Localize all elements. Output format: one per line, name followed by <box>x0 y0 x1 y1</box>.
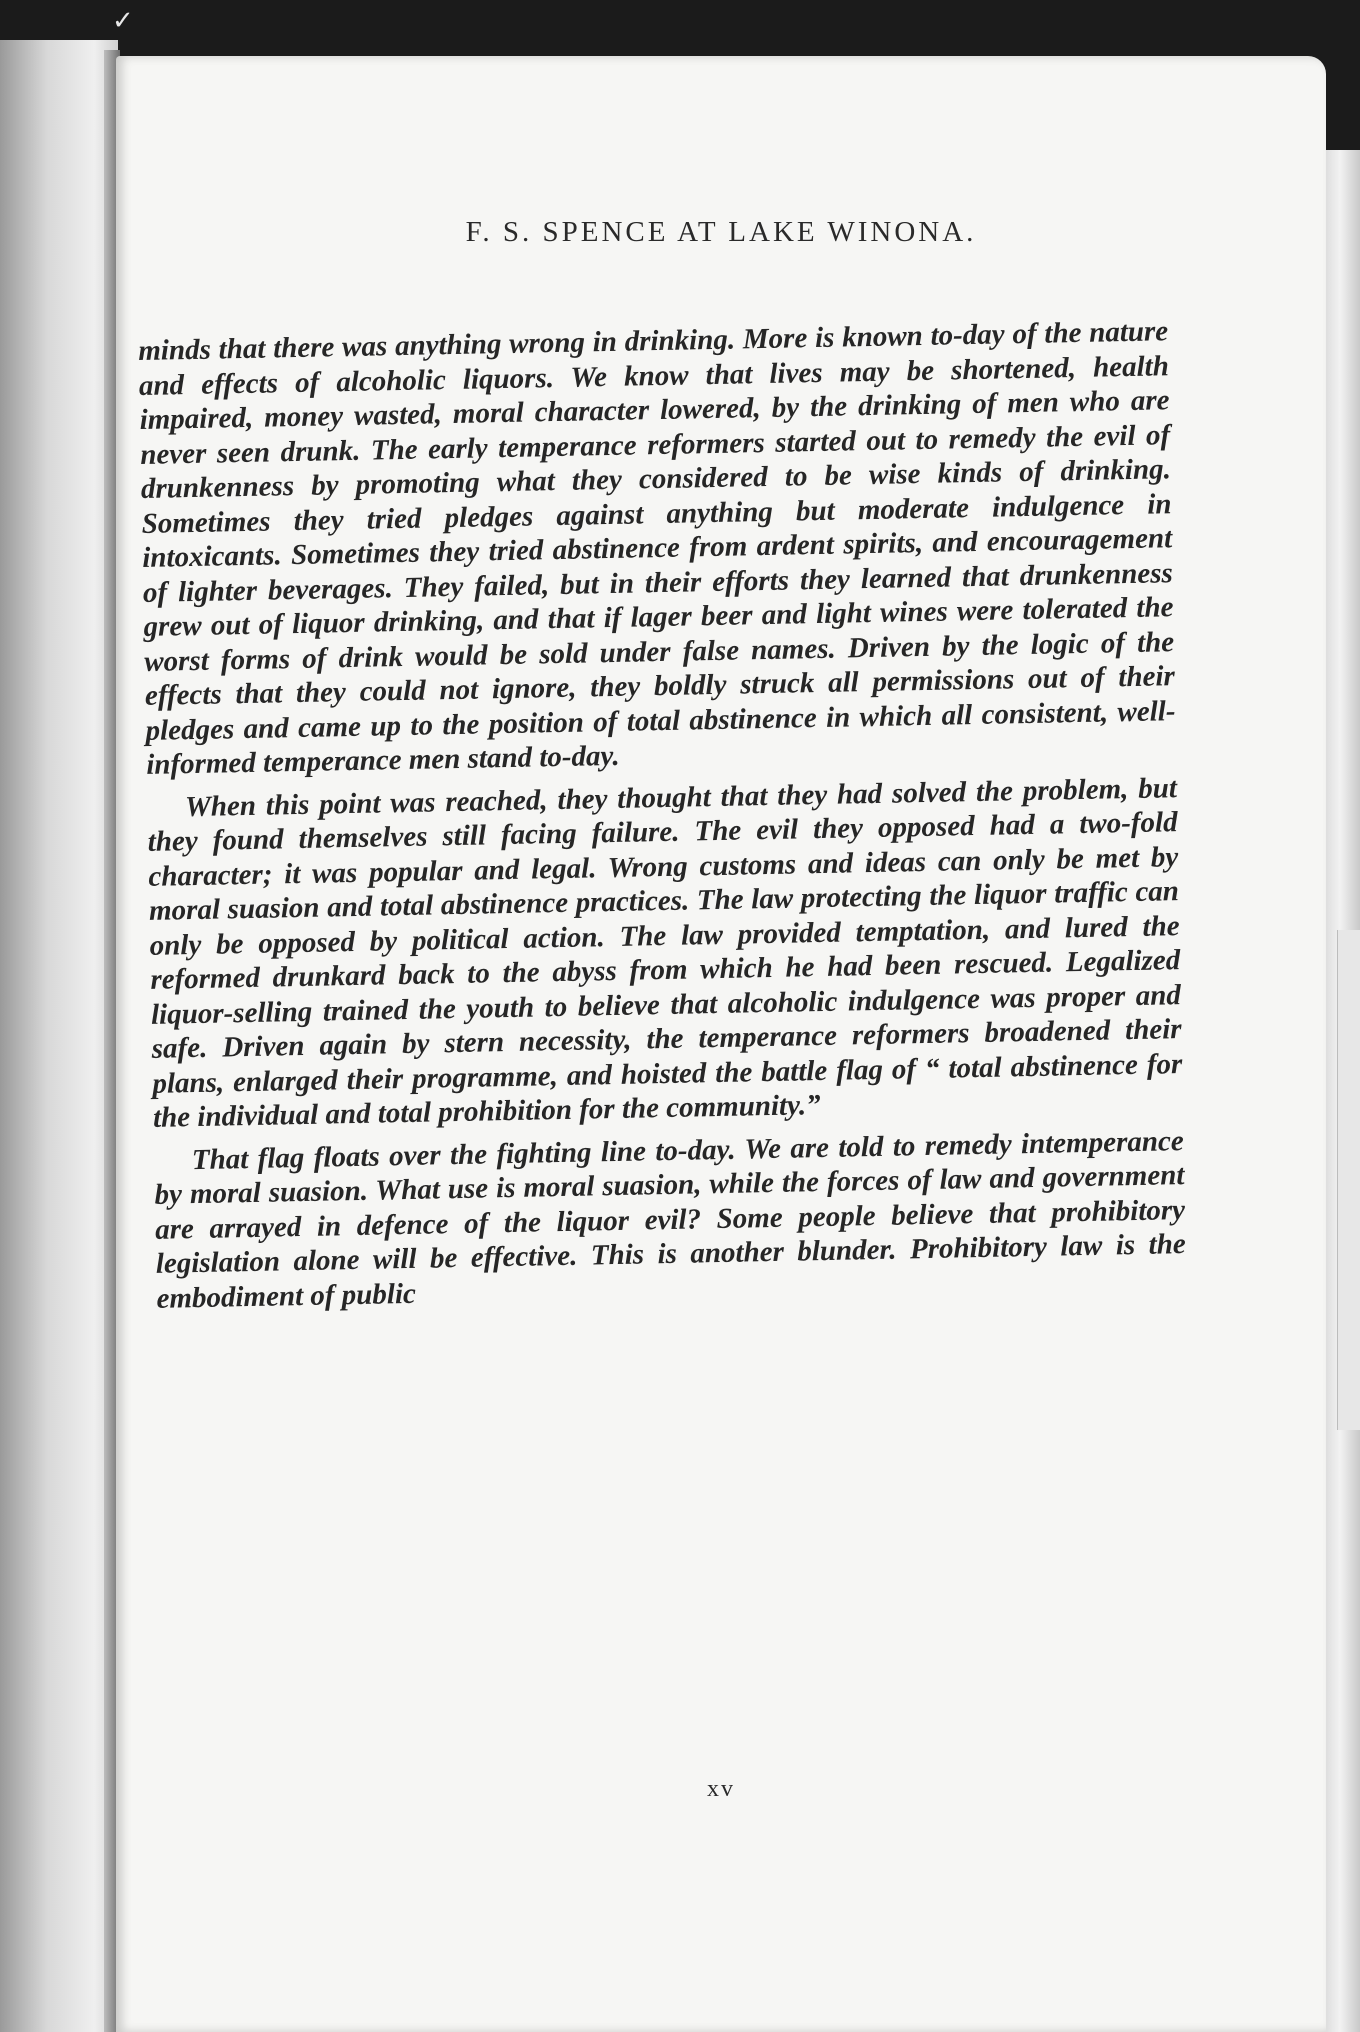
page-number: xv <box>707 1776 735 1802</box>
paragraph: That flag floats over the fighting line to-day. We are told to remedy intemperance by moral suasion. What use is moral suasion, while the forces of law and government are arrayed in defence of the liquor evil? Some people believe that prohibitory legislation alone will be effective. This is another blunder. Prohibitory law is the embodiment of public <box>154 1124 1186 1315</box>
book-page <box>116 56 1326 2032</box>
running-head: F. S. SPENCE AT LAKE WINONA. <box>465 216 977 248</box>
corner-mark-icon: ✓ <box>112 6 134 36</box>
page-stack-tab <box>1337 930 1360 1430</box>
paragraph-continued: minds that there was anything wrong in drinking. More is known to-day of the nature and effects of alcoholic liquors. We know that lives may be shortened, health impaired, money wasted, moral character lowered, by the drinking of men who are never seen drunk. The early temperance reformers started out to remedy the evil of drunkenness by promoting what they considered to be wise kinds of drinking. Sometimes they tried pledges against anything but moderate indulgence in intoxicants. Sometimes they tried abstinence from ardent spirits, and encouragement of lighter beverages. They failed, but in their efforts they learned that drunkenness grew out of liquor drinking, and that if lager beer and light wines were tolerated the worst forms of drink would be sold under false names. Driven by the logic of the effects that they could not ignore, they boldly struck all permissions out of their pledges and came up to the position of total abstinence in which all consistent, well-informed temperance men stand to-day. <box>138 315 1176 781</box>
previous-page-edge <box>0 40 118 2032</box>
page-body <box>138 314 1187 1316</box>
paragraph: When this point was reached, they thought that they had solved the problem, but they found themselves still facing failure. The evil they opposed had a two-fold character; it was popular and legal. Wrong customs and ideas can only be met by moral suasion and total abstinence practices. The law protecting the liquor traffic can only be opposed by political action. The law provided temptation, and lured the reformed drunkard back to the abyss from which he had been rescued. Legalized liquor-selling trained the youth to believe that alcoholic indulgence was proper and safe. Driven again by stern necessity, the temperance reformers broadened their plans, enlarged their programme, and hoisted the battle flag of “ total abstinence for the individual and total prohibition for the community.” <box>147 771 1183 1134</box>
